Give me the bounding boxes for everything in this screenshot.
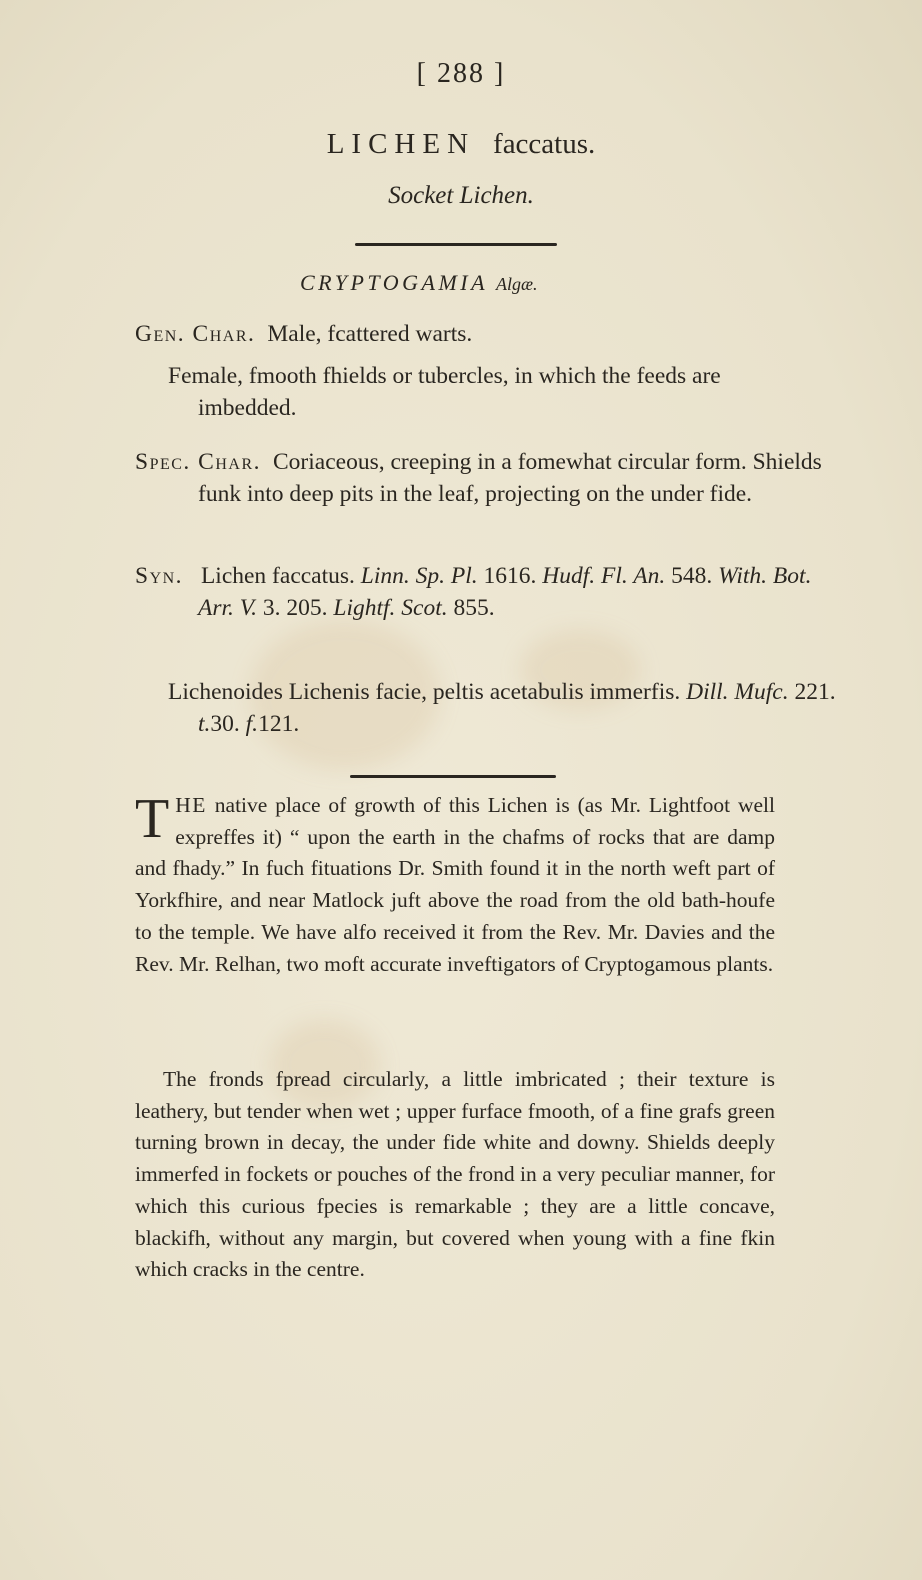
syn-ref4-title: Lightf. Scot. <box>333 595 448 621</box>
syn-ref1-title: Linn. Sp. Pl. <box>360 563 478 589</box>
syn2-f: f. <box>245 711 259 737</box>
synonymy-dillenius <box>135 676 843 740</box>
spec-char-label: Spec. Char. <box>135 449 261 475</box>
syn-ref4-num: 855. <box>453 595 495 621</box>
divider-rule <box>350 775 556 778</box>
syn2-ref-title: Dill. Mufc. <box>686 679 789 705</box>
page-number: [ 288 ] <box>416 58 506 89</box>
syn-lead: Lichen faccatus. <box>200 563 355 589</box>
title-species: faccatus. <box>493 128 596 160</box>
common-name: Socket Lichen. <box>388 182 534 209</box>
specific-character <box>135 446 843 510</box>
syn2-ref-num: 221. <box>794 679 836 705</box>
syn-ref3-num: 3. 205. <box>262 595 328 621</box>
syn2-f-num: 121. <box>258 711 300 737</box>
spec-char-text: Coriaceous, creeping in a fomewhat circular form. Shields funk into deep pits in the leaf, projecting on the under fide. <box>198 449 822 507</box>
class-name: CRYPTOGAMIA <box>300 270 489 295</box>
paragraph-1-text: native place of growth of this Lichen is (as Mr. Lightfoot well expreffes it) “ upon the earth in the chafms of rocks that are damp and fhady.” In fuch fituations Dr. Smith found it in the north weft part of Yorkfhire, and near Matlock juft above the road from the old bath-houfe to the temple. We have alfo received it from the Rev. Mr. Davies and the Rev. Mr. Relhan, two moft accurate inveftigators of Cryptogamous plants. <box>135 793 775 976</box>
syn-ref1-num: 1616. <box>483 563 537 589</box>
gen-char-line1: Male, fcattered warts. <box>267 321 473 347</box>
syn2-t-num: 30. <box>210 711 240 737</box>
syn2-text: Lichenoides Lichenis facie, peltis acetabulis immerfis. <box>168 679 681 705</box>
body-paragraph-1 <box>135 790 775 980</box>
gen-char-label: Gen. Char. <box>135 321 256 347</box>
title-genus: LICHEN <box>326 128 476 160</box>
syn2-t: t. <box>198 711 211 737</box>
syn-ref2-num: 548. <box>671 563 713 589</box>
opening-caps: HE <box>175 793 207 817</box>
classification <box>300 270 538 296</box>
page-title <box>0 128 922 161</box>
order-name: Algæ. <box>496 274 538 294</box>
body-paragraph-2: The fronds fpread circularly, a little imbricated ; their texture is leathery, but tender when wet ; upper furface fmooth, of a fine grafs green turning brown in decay, the under fide white and downy. Shields deeply immerfed in fockets or pouches of the frond in a very peculiar manner, for which this curious fpecies is remarkable ; they are a little concave, blackifh, without any margin, but covered when young with a fine fkin which cracks in the centre. <box>135 1067 775 1282</box>
divider-rule <box>355 243 557 246</box>
gen-char-line2: Female, fmooth fhields or tubercles, in which the feeds are imbedded. <box>168 363 721 421</box>
generic-character <box>135 318 780 424</box>
drop-cap: T <box>135 788 170 850</box>
syn-ref3-title: With. Bot. Arr. V. <box>198 563 812 621</box>
syn-ref2-title: Hudf. Fl. An. <box>542 563 666 589</box>
synonymy <box>135 560 843 624</box>
syn-label: Syn. <box>135 563 184 589</box>
